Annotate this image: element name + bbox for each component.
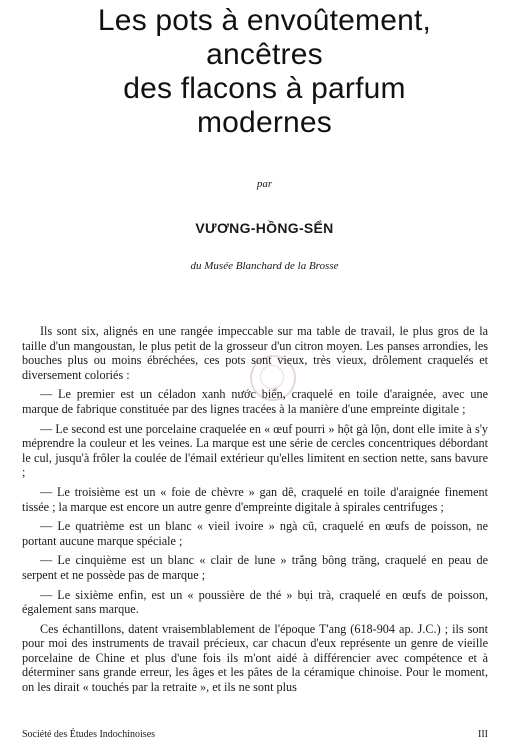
author-name: VƯƠNG-HỒNG-SỂN — [195, 220, 334, 236]
paragraph: Ces échantillons, datent vraisemblablement de l'époque T'ang (618-904 ap. J.C.) ; ils sont pour moi des instruments de travail précieux, car chacun d'eux représente un genre de vieille porcelaine de Chine et plus d'une fois ils m'ont aidé à différencier avec compétence et à déterminer sans grande erreur, les âges et les pâtes de la céramique chinoise. Pour le moment, on les dirait « touchés par la retraite », et ils ne sont plus — [22, 621, 488, 695]
page-footer — [22, 729, 488, 740]
byline: par — [256, 178, 273, 190]
title-line: ancêtres — [206, 38, 323, 71]
author-affiliation: du Musée Blanchard de la Brosse — [190, 260, 339, 272]
paragraph: — Le cinquième est un blanc « clair de lune » trắng bông trăng, craquelé en peau de serpent et ne possède pas de marque ; — [22, 553, 488, 582]
footer-page-number: III — [478, 729, 488, 740]
article-body — [22, 324, 488, 700]
title-line: des flacons à parfum — [123, 72, 406, 105]
article-title — [0, 4, 529, 140]
title-line: Les pots à envoûtement, — [97, 4, 432, 37]
paragraph: — Le quatrième est un blanc « vieil ivoire » ngà cũ, craquelé en œufs de poisson, ne portant aucune marque spéciale ; — [22, 519, 488, 548]
paragraph: — Le sixième enfin, est un « poussière de thé » bụi trà, craquelé en œufs de poisson, également sans marque. — [22, 587, 488, 617]
paragraph: — Le troisième est un « foie de chèvre » gan dê, craquelé en toile d'araignée finement tissée ; la marque est encore un autre genre d'empreinte digitale à spirales centrifuges ; — [22, 484, 488, 514]
paragraph: — Le premier est un céladon xanh nước biển, craquelé en toile d'araignée, avec une marque de fabrique constituée par des lignes tracées à la manière d'une empreinte digitale ; — [22, 387, 488, 416]
title-line: modernes — [196, 106, 332, 139]
paragraph: — Le second est une porcelaine craquelée en « œuf pourri » hột gà lộn, dont elle imite à s'y méprendre la couleur et les veines. La marque est une série de cercles concentriques débordant le cul, jusqu'à frôler la coulée de l'émail extérieur qu'elles limitent en section nette, sans bavure ; — [22, 421, 488, 480]
paragraph: Ils sont six, alignés en une rangée impeccable sur ma table de travail, le plus gros de la taille d'un mangoustan, le plus petit de la grosseur d'un citron moyen. Les panses arrondies, les bouches plus ou moins ébréchées, ces pots sont vieux, très vieux, drôlement craquelés et diversement coloriés : — [22, 324, 488, 382]
footer-publisher: Société des Études Indochinoises — [22, 729, 156, 740]
